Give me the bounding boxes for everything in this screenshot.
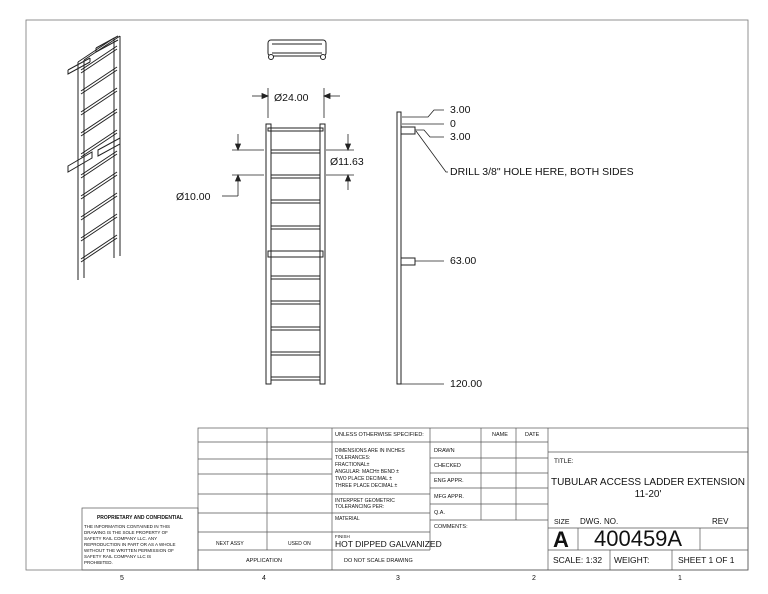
tb-interpret-1: INTERPRET GEOMETRIC [335,498,395,504]
dim-side-0: 0 [450,118,456,130]
isometric-ladder-view [68,36,120,280]
tb-name: NAME [492,432,508,438]
front-rung [271,200,320,203]
prop-line-7: PROHIBITED. [84,560,113,565]
tb-interpret-2: TOLERANCING PER: [335,504,385,510]
dim-side-120: 120.00 [450,378,483,390]
zone-2: 2 [532,575,536,582]
tb-drawn: DRAWN [434,448,455,454]
tb-weight: WEIGHT: [614,555,650,565]
tb-application: APPLICATION [246,558,282,564]
tb-unless: UNLESS OTHERWISE SPECIFIED: [335,432,424,438]
top-view [268,40,326,60]
iso-rung [81,172,117,199]
tb-qa: Q.A. [434,510,446,516]
iso-rung [81,193,117,220]
tb-rev-label: REV [712,517,729,526]
drill-note: DRILL 3/8" HOLE HERE, BOTH SIDES [450,166,634,178]
tb-finish: HOT DIPPED GALVANIZED [335,539,442,549]
tb-size-label: SIZE [554,519,570,526]
prop-line-5: WITHOUT THE WRITTEN PERMISSION OF [84,548,174,553]
prop-line-1: THE INFORMATION CONTAINED IN THIS [84,524,171,529]
front-rung [271,301,320,304]
dim-side-63: 63.00 [450,255,477,267]
tb-dwg-label: DWG. NO. [580,517,619,526]
front-rung [271,377,320,380]
dim-rail-spacing [222,134,264,196]
tb-next-assy: NEXT ASSY [216,541,244,547]
prop-line-2: DRAWING IS THE SOLE PROPERTY OF [84,530,168,535]
front-rung [271,226,320,229]
tb-sheet: SHEET 1 OF 1 [678,555,735,565]
tb-eng-appr: ENG APPR. [434,478,464,484]
tb-used-on: USED ON [288,541,311,547]
dim-side-3a: 3.00 [450,104,471,116]
front-rung [271,352,320,355]
front-rung [271,276,320,279]
tb-title-line2: 11-20' [634,489,662,500]
iso-rung [81,109,117,136]
iso-rung [81,214,117,241]
tb-mfg-appr: MFG APPR. [434,494,464,500]
tb-three-place: THREE PLACE DECIMAL ± [335,483,398,489]
dim-rung-spacing-label: Ø11.63 [330,156,364,168]
front-rung [271,175,320,178]
tb-dwg-no: 400459A [594,526,683,551]
tb-title-line1: TUBULAR ACCESS LADDER EXTENSION [551,477,745,488]
tb-two-place: TWO PLACE DECIMAL ± [335,476,393,482]
iso-rung [81,130,117,157]
tb-angular: ANGULAR: MACH± BEND ± [335,469,399,475]
tb-size: A [553,527,569,552]
tb-dims-in: DIMENSIONS ARE IN INCHES [335,448,405,454]
tb-checked: CHECKED [434,463,461,469]
dim-side-3b: 3.00 [450,131,471,143]
zone-1: 1 [678,575,682,582]
prop-title: PROPRIETARY AND CONFIDENTIAL [96,515,184,521]
tb-date: DATE [525,432,540,438]
iso-rung [81,67,117,94]
tb-do-not-scale: DO NOT SCALE DRAWING [344,558,413,564]
tb-finish-label: FINISH [335,534,350,539]
tb-material: MATERIAL [335,516,360,522]
front-rung [271,327,320,330]
tb-tolerances: TOLERANCES: [335,455,371,461]
iso-rung [81,88,117,115]
dim-top-width-label: Ø24.00 [274,92,309,104]
zone-4: 4 [262,575,266,582]
front-view-ladder [266,124,325,384]
side-view-leaders [401,110,448,384]
prop-line-3: SAFETY RAIL COMPANY LLC. ANY [84,536,158,541]
tb-comments: COMMENTS: [434,524,468,530]
zone-5: 5 [120,575,124,582]
prop-line-4: REPRODUCTION IN PART OR AS A WHOLE [84,542,176,547]
prop-line-6: SAFETY RAIL COMPANY LLC IS [84,554,152,559]
side-view-rail [397,112,415,384]
dim-rail-spacing-label: Ø10.00 [176,191,211,203]
front-rung [271,150,320,153]
iso-rung [81,235,117,262]
tb-scale: SCALE: 1:32 [553,555,603,565]
tb-title-label: TITLE: [554,458,574,465]
tb-fractional: FRACTIONAL± [335,462,370,468]
zone-3: 3 [396,575,400,582]
